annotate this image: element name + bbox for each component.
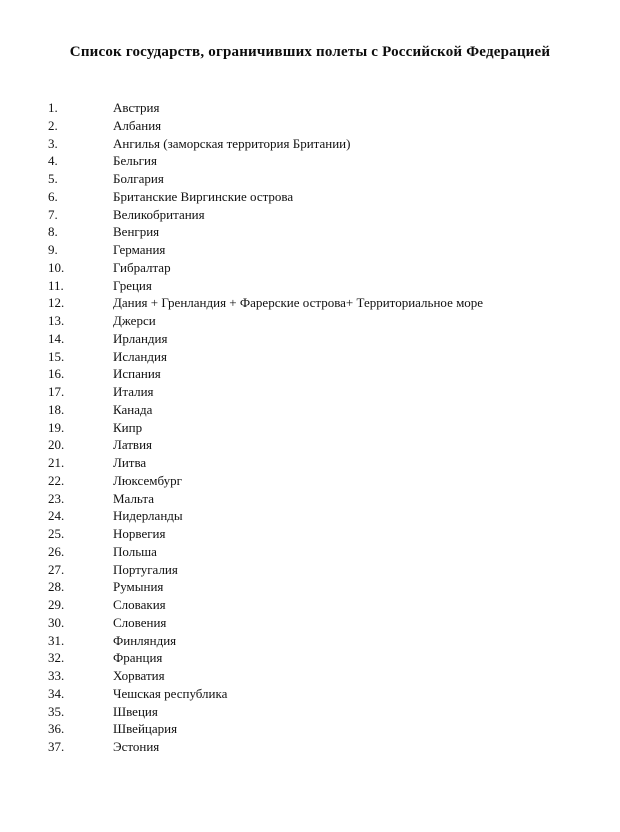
list-item-name: Джерси [113,313,156,328]
list-item-number: 16. [48,366,65,382]
list-item [48,152,588,170]
list-item [48,436,588,454]
list-item [48,312,588,330]
list-item-number: 34. [48,685,65,701]
list-item-number: 37. [48,739,65,754]
list-item-name: Румыния [113,579,164,595]
list-item-name: Норвегия [113,526,166,541]
list-item-number: 12. [48,295,65,311]
list-item-name: Канада [113,401,153,417]
list-item [48,401,588,419]
list-item-number: 22. [48,472,65,488]
list-item-name: Австрия [113,100,160,115]
list-item [48,99,588,117]
list-item-name: Ирландия [113,330,168,346]
list-item-name: Бельгия [113,153,157,169]
list-item-number: 5. [48,171,58,186]
list-item-name: Португалия [113,561,178,577]
list-item [48,348,588,366]
list-item [48,738,588,756]
list-item-number: 10. [48,259,65,275]
list-item [48,525,588,543]
list-item-number: 15. [48,348,65,364]
list-item [48,507,588,525]
list-item-number: 20. [48,437,65,453]
list-item-number: 36. [48,721,65,737]
list-item [48,543,588,561]
list-item-name: Франция [113,650,163,666]
list-item [48,277,588,295]
list-item [48,614,588,632]
list-item-number: 23. [48,490,65,506]
list-item-name: Финляндия [113,632,177,648]
list-item [48,596,588,614]
list-item [48,667,588,685]
list-item-name: Дания + Гренландия + Фарерские острова+ Территориальное море [113,295,484,311]
list-item [48,561,588,579]
list-item-name: Гибралтар [113,259,171,275]
list-item-name: Люксембург [113,472,182,488]
list-item [48,720,588,738]
list-item-number: 28. [48,579,65,595]
list-item-name: Литва [113,455,147,470]
list-item-number: 33. [48,668,65,683]
list-item-number: 2. [48,117,58,133]
list-item-name: Британские Виргинские острова [113,188,294,204]
list-item-name: Хорватия [113,668,165,683]
list-item-number: 17. [48,384,65,399]
list-item-number: 29. [48,597,65,612]
list-item-number: 32. [48,650,65,666]
country-list [48,99,588,756]
list-item [48,632,588,650]
list-item-number: 4. [48,153,58,169]
list-item-number: 1. [48,100,58,115]
list-item-name: Ангилья (заморская территория Британии) [113,135,351,151]
list-item-number: 6. [48,188,58,204]
list-item-name: Исландия [113,348,167,364]
list-item-name: Греция [113,277,152,293]
list-item [48,578,588,596]
list-item [48,330,588,348]
document-title: Список государств, ограничивших полеты с Российской Федерацией [69,44,551,60]
list-item [48,649,588,667]
list-item-number: 18. [48,401,65,417]
list-item [48,223,588,241]
list-item-name: Нидерланды [113,508,183,524]
list-item-number: 30. [48,614,65,630]
list-item-number: 9. [48,242,58,257]
list-item-name: Польша [113,543,157,559]
list-item-name: Болгария [113,171,164,186]
list-item-name: Швеция [113,703,158,719]
list-item-name: Латвия [113,437,153,453]
list-item-name: Мальта [113,490,154,506]
list-item-number: 14. [48,330,65,346]
list-item [48,241,588,259]
list-item-name: Албания [113,117,162,133]
list-item [48,472,588,490]
list-item [48,365,588,383]
list-item-number: 21. [48,455,65,470]
list-item-name: Венгрия [113,224,160,240]
list-item-number: 26. [48,543,65,559]
list-item-number: 25. [48,526,65,541]
list-item-name: Словакия [113,597,166,612]
list-item [48,490,588,508]
list-item-name: Германия [113,242,166,257]
list-item-number: 11. [48,277,64,293]
list-item-name: Испания [113,366,161,382]
list-item-number: 7. [48,206,58,222]
list-item-name: Кипр [113,419,143,435]
list-item-number: 31. [48,632,65,648]
list-item [48,685,588,703]
list-item [48,383,588,401]
list-item-name: Швейцария [113,721,178,737]
list-item [48,259,588,277]
list-item [48,206,588,224]
list-item-number: 35. [48,703,65,719]
list-item-name: Чешская республика [113,685,228,701]
list-item [48,117,588,135]
list-item [48,703,588,721]
list-item [48,170,588,188]
list-item [48,454,588,472]
list-item-number: 19. [48,419,65,435]
list-item-number: 27. [48,561,65,577]
list-item-name: Эстония [113,739,160,754]
list-item-number: 3. [48,135,58,151]
list-item [48,135,588,153]
list-item [48,294,588,312]
list-item [48,188,588,206]
list-item-number: 24. [48,508,65,524]
list-item-name: Великобритания [113,206,205,222]
list-item-number: 8. [48,224,58,240]
list-item-name: Словения [113,614,167,630]
list-item-number: 13. [48,313,65,328]
list-item [48,419,588,437]
list-item-name: Италия [113,384,154,399]
